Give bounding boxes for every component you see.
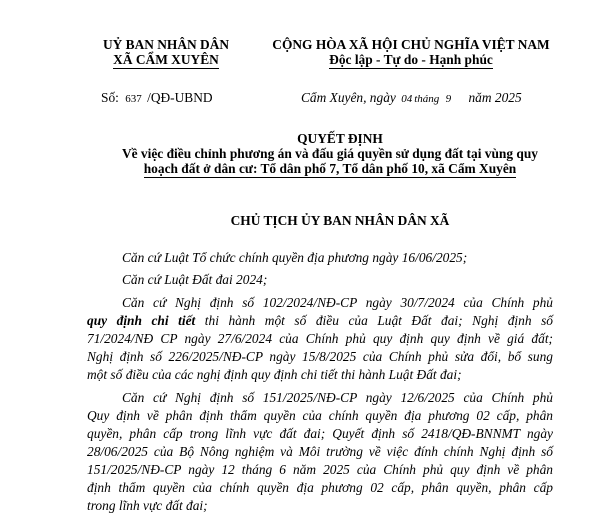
- basis-decree-226-line2: một số điều của các nghị định quy định chi tiết thi hành Luật Đất đai;: [87, 367, 462, 382]
- date-day: 04: [401, 93, 413, 105]
- date-month-label: tháng: [414, 93, 440, 105]
- doc-subject-line1: Về việc điều chỉnh phương án và đấu giá quyền sử dụng đất tại vùng quy: [121, 146, 539, 161]
- basis-land-law: Căn cứ Luật Đất đai 2024;: [122, 272, 268, 287]
- basis-local-government-law: Căn cứ Luật Tổ chức chính quyền địa phương ngày 16/06/2025;: [122, 250, 468, 265]
- doc-title: QUYẾT ĐỊNH: [297, 131, 383, 146]
- basis-decree-151-line6: định thẩm quyền của chính quyền địa phương 02 cấp, phân quyền, phân cấp: [87, 480, 553, 495]
- basis-decree-151-line2: Quy định về phân định thẩm quyền của chính quyền địa phương 02 cấp, phân: [87, 408, 553, 423]
- basis-decree-151-line4: 28/06/2025 của Bộ Nông nghiệm và Môi trường về việc đính chính Nghị định số: [87, 444, 553, 459]
- basis-decree-151-line7: trong lĩnh vực đất đai;: [87, 498, 208, 513]
- date-month: 9: [445, 93, 452, 105]
- basis-decree-151-line5: 151/2025/NĐ-CP ngày 12 tháng 6 năm 2025 của Chính phủ quy định về phân: [87, 462, 553, 477]
- agency-name: UỶ BAN NHÂN DÂN: [102, 37, 230, 52]
- basis-decree-226-line1: Nghị định số 226/2025/NĐ-CP ngày 15/8/2025 của Chính phủ sửa đổi, bổ sung: [87, 349, 553, 364]
- basis-decree-151-line1: Căn cứ Nghị định số 151/2025/NĐ-CP ngày 12/6/2025 của Chính phủ: [122, 390, 553, 405]
- doc-subject-line2: [60, 161, 600, 177]
- decision-number: [101, 90, 213, 106]
- national-title: CỘNG HÒA XÃ HỘI CHỦ NGHĨA VIỆT NAM: [272, 37, 550, 52]
- national-motto-text: Độc lập - Tự do - Hạnh phúc: [329, 52, 493, 67]
- doc-subject-line2-text: hoạch đất ở dân cư: Tổ dân phố 7, Tổ dân phố 10, xã Cẩm Xuyên: [143, 161, 517, 176]
- basis-decree-102-line1: Căn cứ Nghị định số 102/2024/NĐ-CP ngày 30/7/2024 của Chính phủ: [122, 295, 553, 310]
- commune-name-text: XÃ CẨM XUYÊN: [113, 52, 219, 67]
- national-motto: [248, 52, 574, 68]
- date-prefix: Cẩm Xuyên, ngày: [301, 90, 396, 105]
- number-suffix: /QĐ-UBND: [147, 90, 213, 105]
- date-year: năm 2025: [468, 90, 522, 105]
- number-label: Số:: [101, 90, 119, 105]
- bold-phrase: quy định chi tiết: [87, 313, 196, 328]
- line-rest: thi hành một số điều của Luật Đất đai; Nghị định số: [195, 313, 553, 328]
- number-value: 637: [125, 93, 142, 105]
- issuing-authority: CHỦ TỊCH ỦY BAN NHÂN DÂN XÃ: [230, 213, 450, 228]
- basis-decree-102-line2: [87, 313, 553, 329]
- decision-date: [301, 90, 522, 106]
- basis-decree-151-line3: quyền, phân cấp trong lĩnh vực đất đai; Quyết định số 2418/QĐ-BNNMT ngày: [87, 426, 553, 441]
- commune-name: [92, 52, 240, 68]
- basis-decree-71-line: 71/2024/NĐ CP ngày 27/6/2024 của Chính phủ quy định quy định về giá đất;: [87, 331, 553, 346]
